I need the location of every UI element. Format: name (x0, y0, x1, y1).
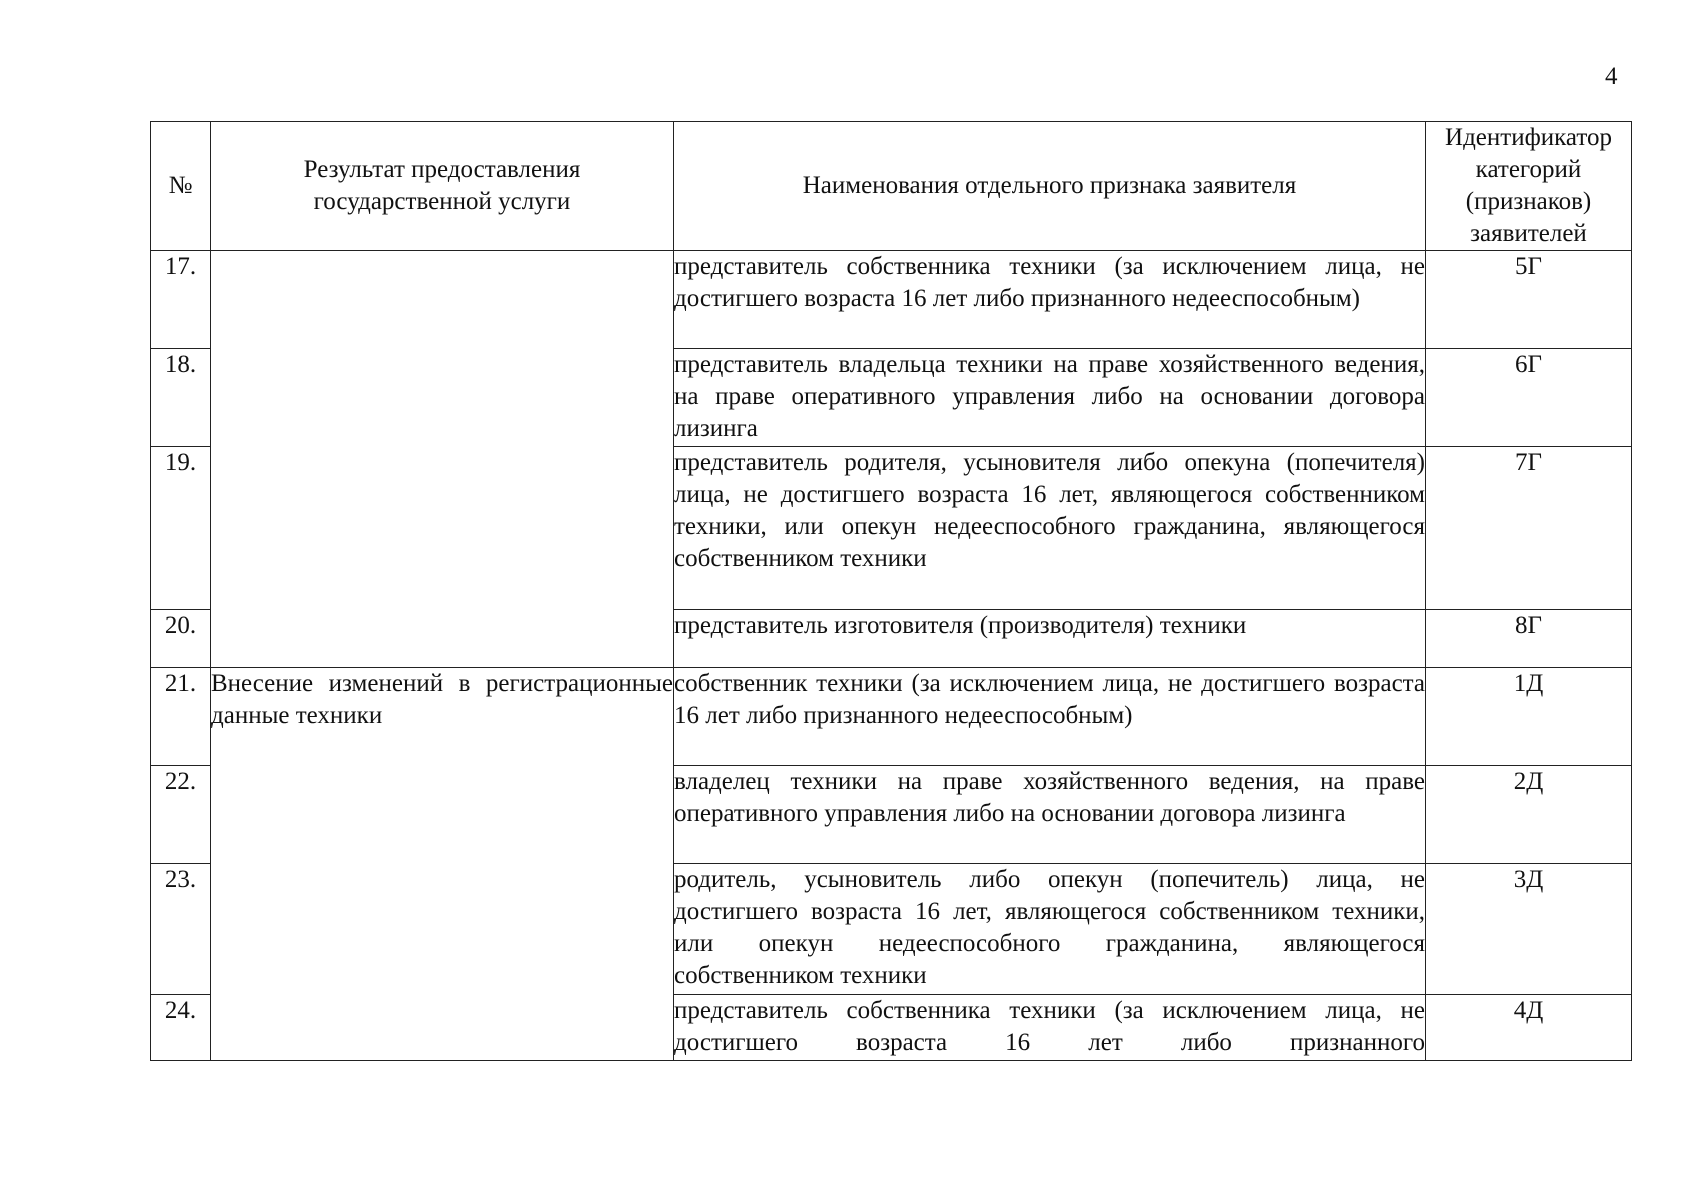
identifier-cell: 6Г (1426, 349, 1632, 447)
feature-cell: представитель владельца техники на праве хозяйственного ведения, на праве оперативного управления либо на основании договора лизинга (674, 349, 1426, 447)
feature-cell: представитель собственника техники (за исключением лица, не достигшего возраста 16 лет либо признанного (674, 995, 1426, 1061)
row-number: 21. (151, 668, 211, 766)
identifier-cell: 1Д (1426, 668, 1632, 766)
table-row (151, 668, 1632, 766)
feature-cell: представитель родителя, усыновителя либо опекуна (попечителя) лица, не достигшего возраста 16 лет, являющегося собственником техники, или опекун недееспособного гражданина, являющегося собственником техники (674, 447, 1426, 610)
feature-cell: представитель собственника техники (за исключением лица, не достигшего возраста 16 лет либо признанного недееспособным) (674, 251, 1426, 349)
identifier-cell: 2Д (1426, 766, 1632, 864)
page-number: 4 (1605, 63, 1618, 90)
applicant-categories-table (150, 121, 1632, 1061)
table-header-row (151, 122, 1632, 251)
row-number: 23. (151, 864, 211, 995)
identifier-cell: 3Д (1426, 864, 1632, 995)
identifier-cell: 7Г (1426, 447, 1632, 610)
header-feature: Наименования отдельного признака заявителя (674, 122, 1426, 251)
row-number: 20. (151, 610, 211, 668)
identifier-cell: 8Г (1426, 610, 1632, 668)
row-number: 19. (151, 447, 211, 610)
header-result-text: Результат предоставления государственной услуги (303, 156, 581, 215)
result-cell: Внесение изменений в регистрационные данные техники (211, 668, 674, 1061)
header-result (211, 122, 674, 251)
header-num: № (151, 122, 211, 251)
table-row (151, 251, 1632, 349)
feature-cell: владелец техники на праве хозяйственного ведения, на праве оперативного управления либо на основании договора лизинга (674, 766, 1426, 864)
identifier-cell: 5Г (1426, 251, 1632, 349)
result-cell (211, 251, 674, 668)
identifier-cell: 4Д (1426, 995, 1632, 1061)
row-number: 24. (151, 995, 211, 1061)
feature-cell: представитель изготовителя (производителя) техники (674, 610, 1426, 668)
header-identifier-text: Идентификатор категорий (признаков) заявителей (1445, 124, 1612, 247)
row-number: 18. (151, 349, 211, 447)
feature-cell: родитель, усыновитель либо опекун (попечитель) лица, не достигшего возраста 16 лет, являющегося собственником техники, или опекун недееспособного гражданина, являющегося собственником техники (674, 864, 1426, 995)
row-number: 17. (151, 251, 211, 349)
header-identifier (1426, 122, 1632, 251)
feature-cell: собственник техники (за исключением лица, не достигшего возраста 16 лет либо признанного недееспособным) (674, 668, 1426, 766)
row-number: 22. (151, 766, 211, 864)
